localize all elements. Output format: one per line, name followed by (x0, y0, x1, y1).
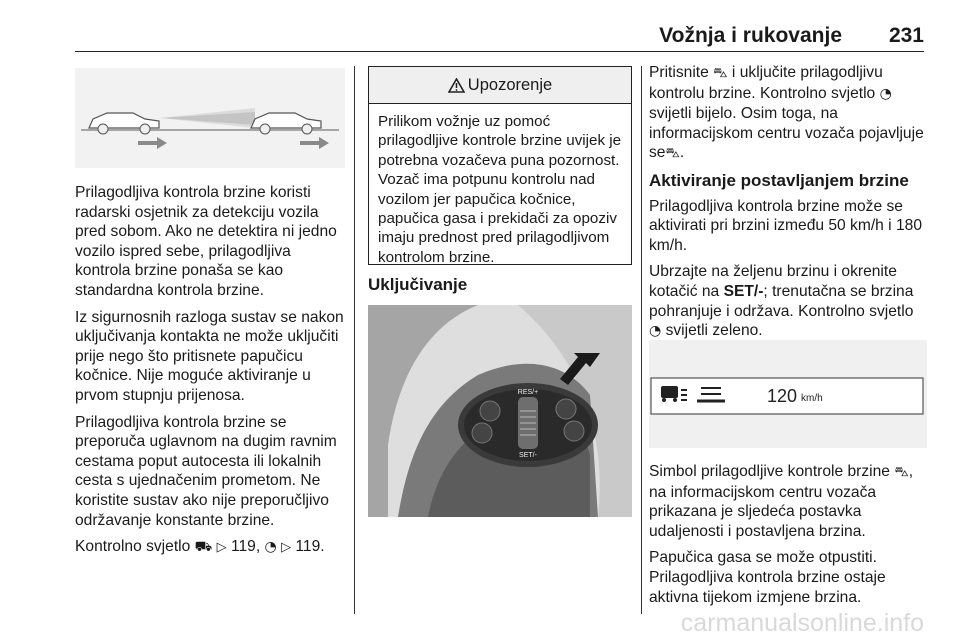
reference-arrow-icon: ▷ (281, 540, 292, 556)
set-button-ref: SET/- (723, 282, 764, 300)
header-rule (75, 51, 924, 52)
column-divider-2 (641, 66, 642, 614)
adaptive-cruise-icon: ⛍ (713, 65, 728, 81)
text-span: Simbol prilagodljive kontrole brzine (649, 463, 890, 480)
chapter-title: Vožnja i rukovanje (659, 24, 842, 47)
watermark: carmanualsonline.info (680, 609, 924, 637)
adaptive-cruise-icon: ⛍ (665, 145, 680, 162)
column-3-lower (649, 462, 927, 614)
paragraph: Prilagodljiva kontrola brzine može se aktivirati pri brzini između 50 km/h i 180 km/h. (649, 197, 922, 254)
text-span: svijetli bijelo. Osim toga, na informacijskom centru vozača pojavljuje se (649, 105, 924, 162)
page-ref[interactable]: 119, (230, 538, 261, 556)
paragraph (75, 537, 347, 558)
column-divider-1 (354, 66, 355, 614)
paragraph: Iz sigurnosnih razloga sustav se nakon uključivanja kontakta ne može uključiti prije nego što pritisnete papučicu kočnice. Nije moguće aktiviranje u prvom stupnju prijenosa. (75, 308, 344, 404)
warning-box (368, 66, 632, 265)
driver-info-display (649, 340, 927, 448)
text-span: ; trenutačna se brzina pohranjuje i održava. Kontrolno svjetlo (649, 282, 914, 320)
cruise-control-icon: ◔ (879, 85, 892, 102)
warning-title: Upozorenje (467, 75, 553, 94)
speed-unit: km/h (801, 393, 823, 404)
text-span: Ubrzajte na željenu brzinu i okrenite kotačić na (649, 263, 897, 300)
column-2 (368, 275, 634, 301)
paragraph: Prilagodljiva kontrola brzine se preporuča uglavnom na dugim ravnim cestama poput autocesta ili lokalnih cesta s ujednačenim prometom. Ne koristite sustav ako nije preporučljivo održavanje konstante brzine. (75, 413, 337, 529)
page-number: 231 (888, 24, 924, 47)
column-3 (649, 63, 927, 344)
cruise-control-icon: ◔ (649, 323, 662, 340)
cruise-control-icon: ◔ (264, 539, 277, 556)
text-span: i uključite prilagodljivu kontrolu brzine. Kontrolno svjetlo (649, 64, 883, 102)
text-span: , na informacijskom centru vozača prikazana je sljedeća postavka udaljenosti i postavljena brzina. (649, 463, 914, 540)
paragraph: Prilagodljiva kontrola brzine koristi radarski osjetnik za detekciju vozila pred sobom. Ako ne detektira ni jedno vozilo ispred sebe, prilagodljiva kontrola brzine ponaša se kao standardna kontrola brzine. (75, 184, 337, 299)
paragraph (649, 262, 927, 341)
radar-illustration (75, 68, 345, 168)
res-button-label: RES/+ (517, 389, 539, 396)
paragraph (649, 63, 927, 164)
section-heading: Uključivanje (368, 275, 468, 294)
reference-arrow-icon: ▷ (216, 540, 227, 556)
warning-header (369, 67, 631, 104)
text-span: svijetli zeleno. (665, 322, 763, 340)
text-span: . (679, 144, 685, 162)
paragraph: Papučica gasa se može otpustiti. Prilagodljiva kontrola brzine ostaje aktivna tijekom izmjene brzina. (649, 549, 886, 606)
paragraph (649, 462, 927, 541)
page-header (0, 0, 960, 52)
page-ref[interactable]: 119. (295, 538, 325, 556)
adaptive-cruise-icon: ⛍ (894, 464, 909, 480)
vehicle-ahead-icon: ⛟ (194, 539, 213, 556)
warning-text: Prilikom vožnje uz pomoć prilagodljive kontrole brzine uvijek je potrebna vozačeva puna pozornost. Vozač ima potpunu kontrolu nad vozilom jer papučica kočnice, papučica gasa i prekidači za opoziv imaju prednost pred prilagodljivom kontrolom brzine. (378, 113, 622, 266)
set-speed: 120 (767, 386, 798, 406)
set-button-label: SET/- (519, 452, 537, 459)
section-heading: Aktiviranje postavljanjem brzine (649, 170, 909, 190)
text-span: Kontrolno svjetlo (75, 538, 191, 556)
warning-triangle-icon (448, 78, 465, 93)
steering-wheel-illustration (368, 305, 632, 517)
column-1 (75, 183, 347, 565)
text-span: Pritisnite (649, 64, 709, 81)
